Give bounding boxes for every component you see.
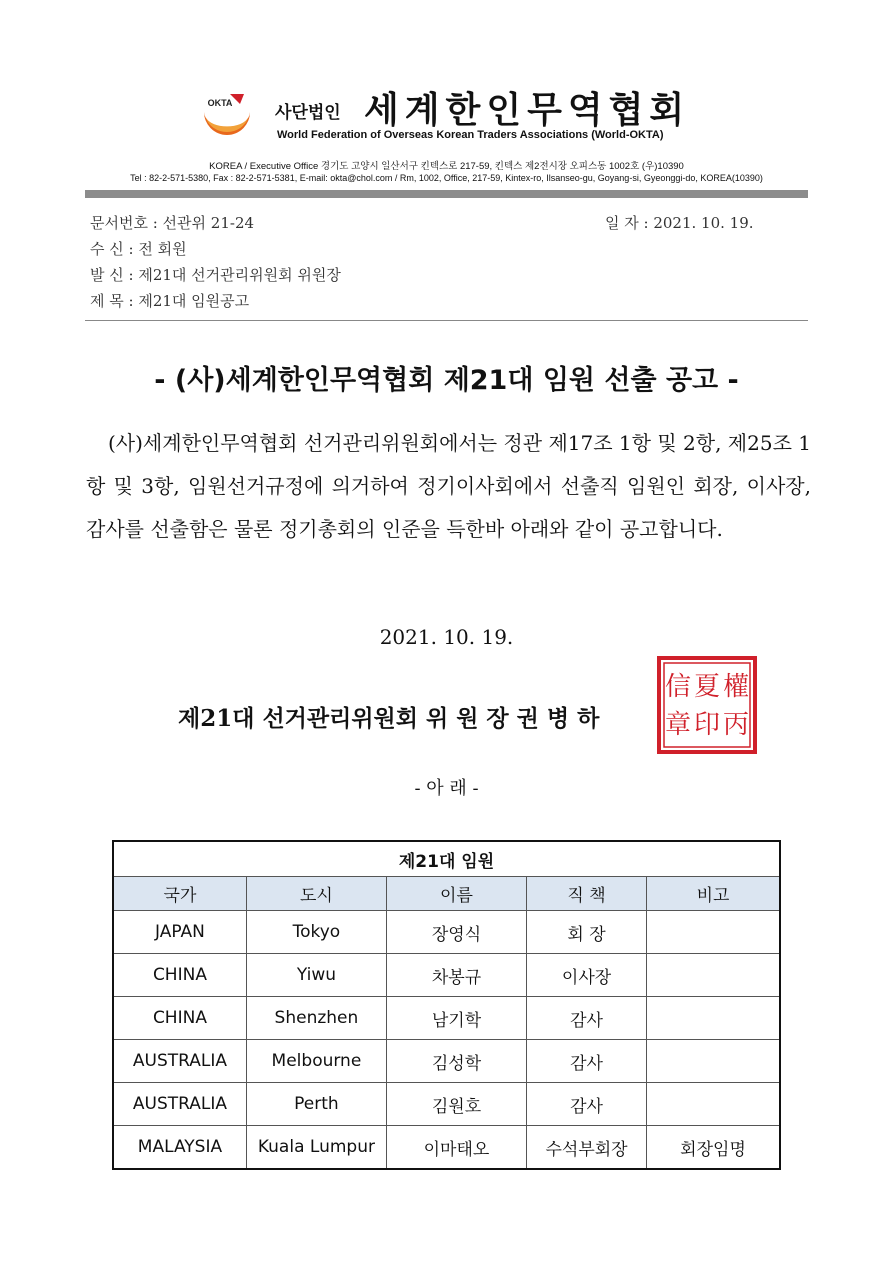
cell-city: Perth (246, 1083, 386, 1126)
cell-city: Kuala Lumpur (246, 1126, 386, 1170)
seal-char: 印 (693, 710, 721, 740)
cell-city: Melbourne (246, 1040, 386, 1083)
cell-remarks (647, 1083, 780, 1126)
cell-country: CHINA (113, 954, 246, 997)
meta-divider (85, 320, 808, 321)
below-note: - 아 래 - (414, 778, 479, 799)
seal-char: 權 (722, 672, 750, 702)
address-english: Tel : 82-2-571-5380, Fax : 82-2-571-5381, E-mail: okta@chol.com / Rm, 1002, Office, 217-59, Kintex-ro, Ilsanseo-gu, Goyang-si, Gyeonggi-do, KOREA(10390) (130, 173, 763, 183)
seal-char: 丙 (722, 710, 750, 740)
header-name: 이름 (386, 877, 526, 911)
table-caption-row (113, 841, 780, 877)
org-prefix: 사단법인 (275, 103, 341, 123)
header-position: 직 책 (527, 877, 647, 911)
cell-city: Shenzhen (246, 997, 386, 1040)
cell-remarks (647, 954, 780, 997)
table-header-row (113, 877, 780, 911)
org-name-english: World Federation of Overseas Korean Traders Associations (World-OKTA) (277, 129, 664, 141)
table-caption: 제21대 임원 (113, 841, 780, 877)
doc-recipient: 수 신 : 전 회원 (90, 240, 187, 258)
address-korean: KOREA / Executive Office 경기도 고양시 일산서구 킨텍스로 217-59, 킨텍스 제2전시장 오피스동 1002호 (우)10390 (209, 161, 684, 172)
cell-remarks (647, 997, 780, 1040)
header-country: 국가 (113, 877, 246, 911)
cell-remarks: 회장임명 (647, 1126, 780, 1170)
cell-name: 남기학 (386, 997, 526, 1040)
logo-text: OKTA (207, 98, 233, 108)
header-remarks: 비고 (647, 877, 780, 911)
cell-country: AUSTRALIA (113, 1083, 246, 1126)
announcement-body: (사)세계한인무역협회 선거관리위원회에서는 정관 제17조 1항 및 2항, 제25조 1항 및 3항, 임원선거규정에 의거하여 정기이사회에서 선출직 임원인 회장, 이사장, 감사를 선출함은 물론 정기총회의 인준을 득한바 아래와 같이 공고합니다. (86, 431, 811, 541)
cell-position: 이사장 (527, 954, 647, 997)
doc-subject: 제 목 : 제21대 임원공고 (90, 292, 250, 310)
org-name: 세계한인무역협회 (364, 90, 691, 131)
cell-position: 감사 (527, 997, 647, 1040)
cell-name: 김성학 (386, 1040, 526, 1083)
okta-logo-icon (200, 92, 254, 138)
cell-remarks (647, 1040, 780, 1083)
doc-date: 일 자 : 2021. 10. 19. (605, 214, 754, 232)
table-row (113, 1083, 780, 1126)
header-divider (85, 190, 808, 198)
cell-name: 이마태오 (386, 1126, 526, 1170)
table-row (113, 911, 780, 954)
table-row (113, 1040, 780, 1083)
cell-name: 장영식 (386, 911, 526, 954)
table-row (113, 997, 780, 1040)
table-row (113, 1126, 780, 1170)
cell-country: AUSTRALIA (113, 1040, 246, 1083)
header-city: 도시 (246, 877, 386, 911)
issue-date: 2021. 10. 19. (379, 625, 514, 649)
cell-position: 감사 (527, 1040, 647, 1083)
table-row (113, 954, 780, 997)
seal-char: 章 (664, 710, 692, 740)
cell-country: JAPAN (113, 911, 246, 954)
cell-name: 차봉규 (386, 954, 526, 997)
cell-position: 수석부회장 (527, 1126, 647, 1170)
cell-name: 김원호 (386, 1083, 526, 1126)
cell-city: Yiwu (246, 954, 386, 997)
doc-sender: 발 신 : 제21대 선거관리위원회 위원장 (90, 266, 341, 284)
cell-country: MALAYSIA (113, 1126, 246, 1170)
cell-country: CHINA (113, 997, 246, 1040)
cell-city: Tokyo (246, 911, 386, 954)
officers-table (112, 840, 781, 1170)
seal-char: 信 (664, 672, 692, 702)
red-seal-stamp-icon (656, 655, 758, 755)
cell-position: 회 장 (527, 911, 647, 954)
doc-number: 문서번호 : 선관위 21-24 (90, 214, 255, 232)
doc-title: - (사)세계한인무역협회 제21대 임원 선출 공고 - (154, 365, 739, 396)
cell-position: 감사 (527, 1083, 647, 1126)
signatory: 제21대 선거관리위원회 위 원 장 권 병 하 (178, 705, 600, 732)
cell-remarks (647, 911, 780, 954)
seal-char: 夏 (693, 672, 721, 702)
